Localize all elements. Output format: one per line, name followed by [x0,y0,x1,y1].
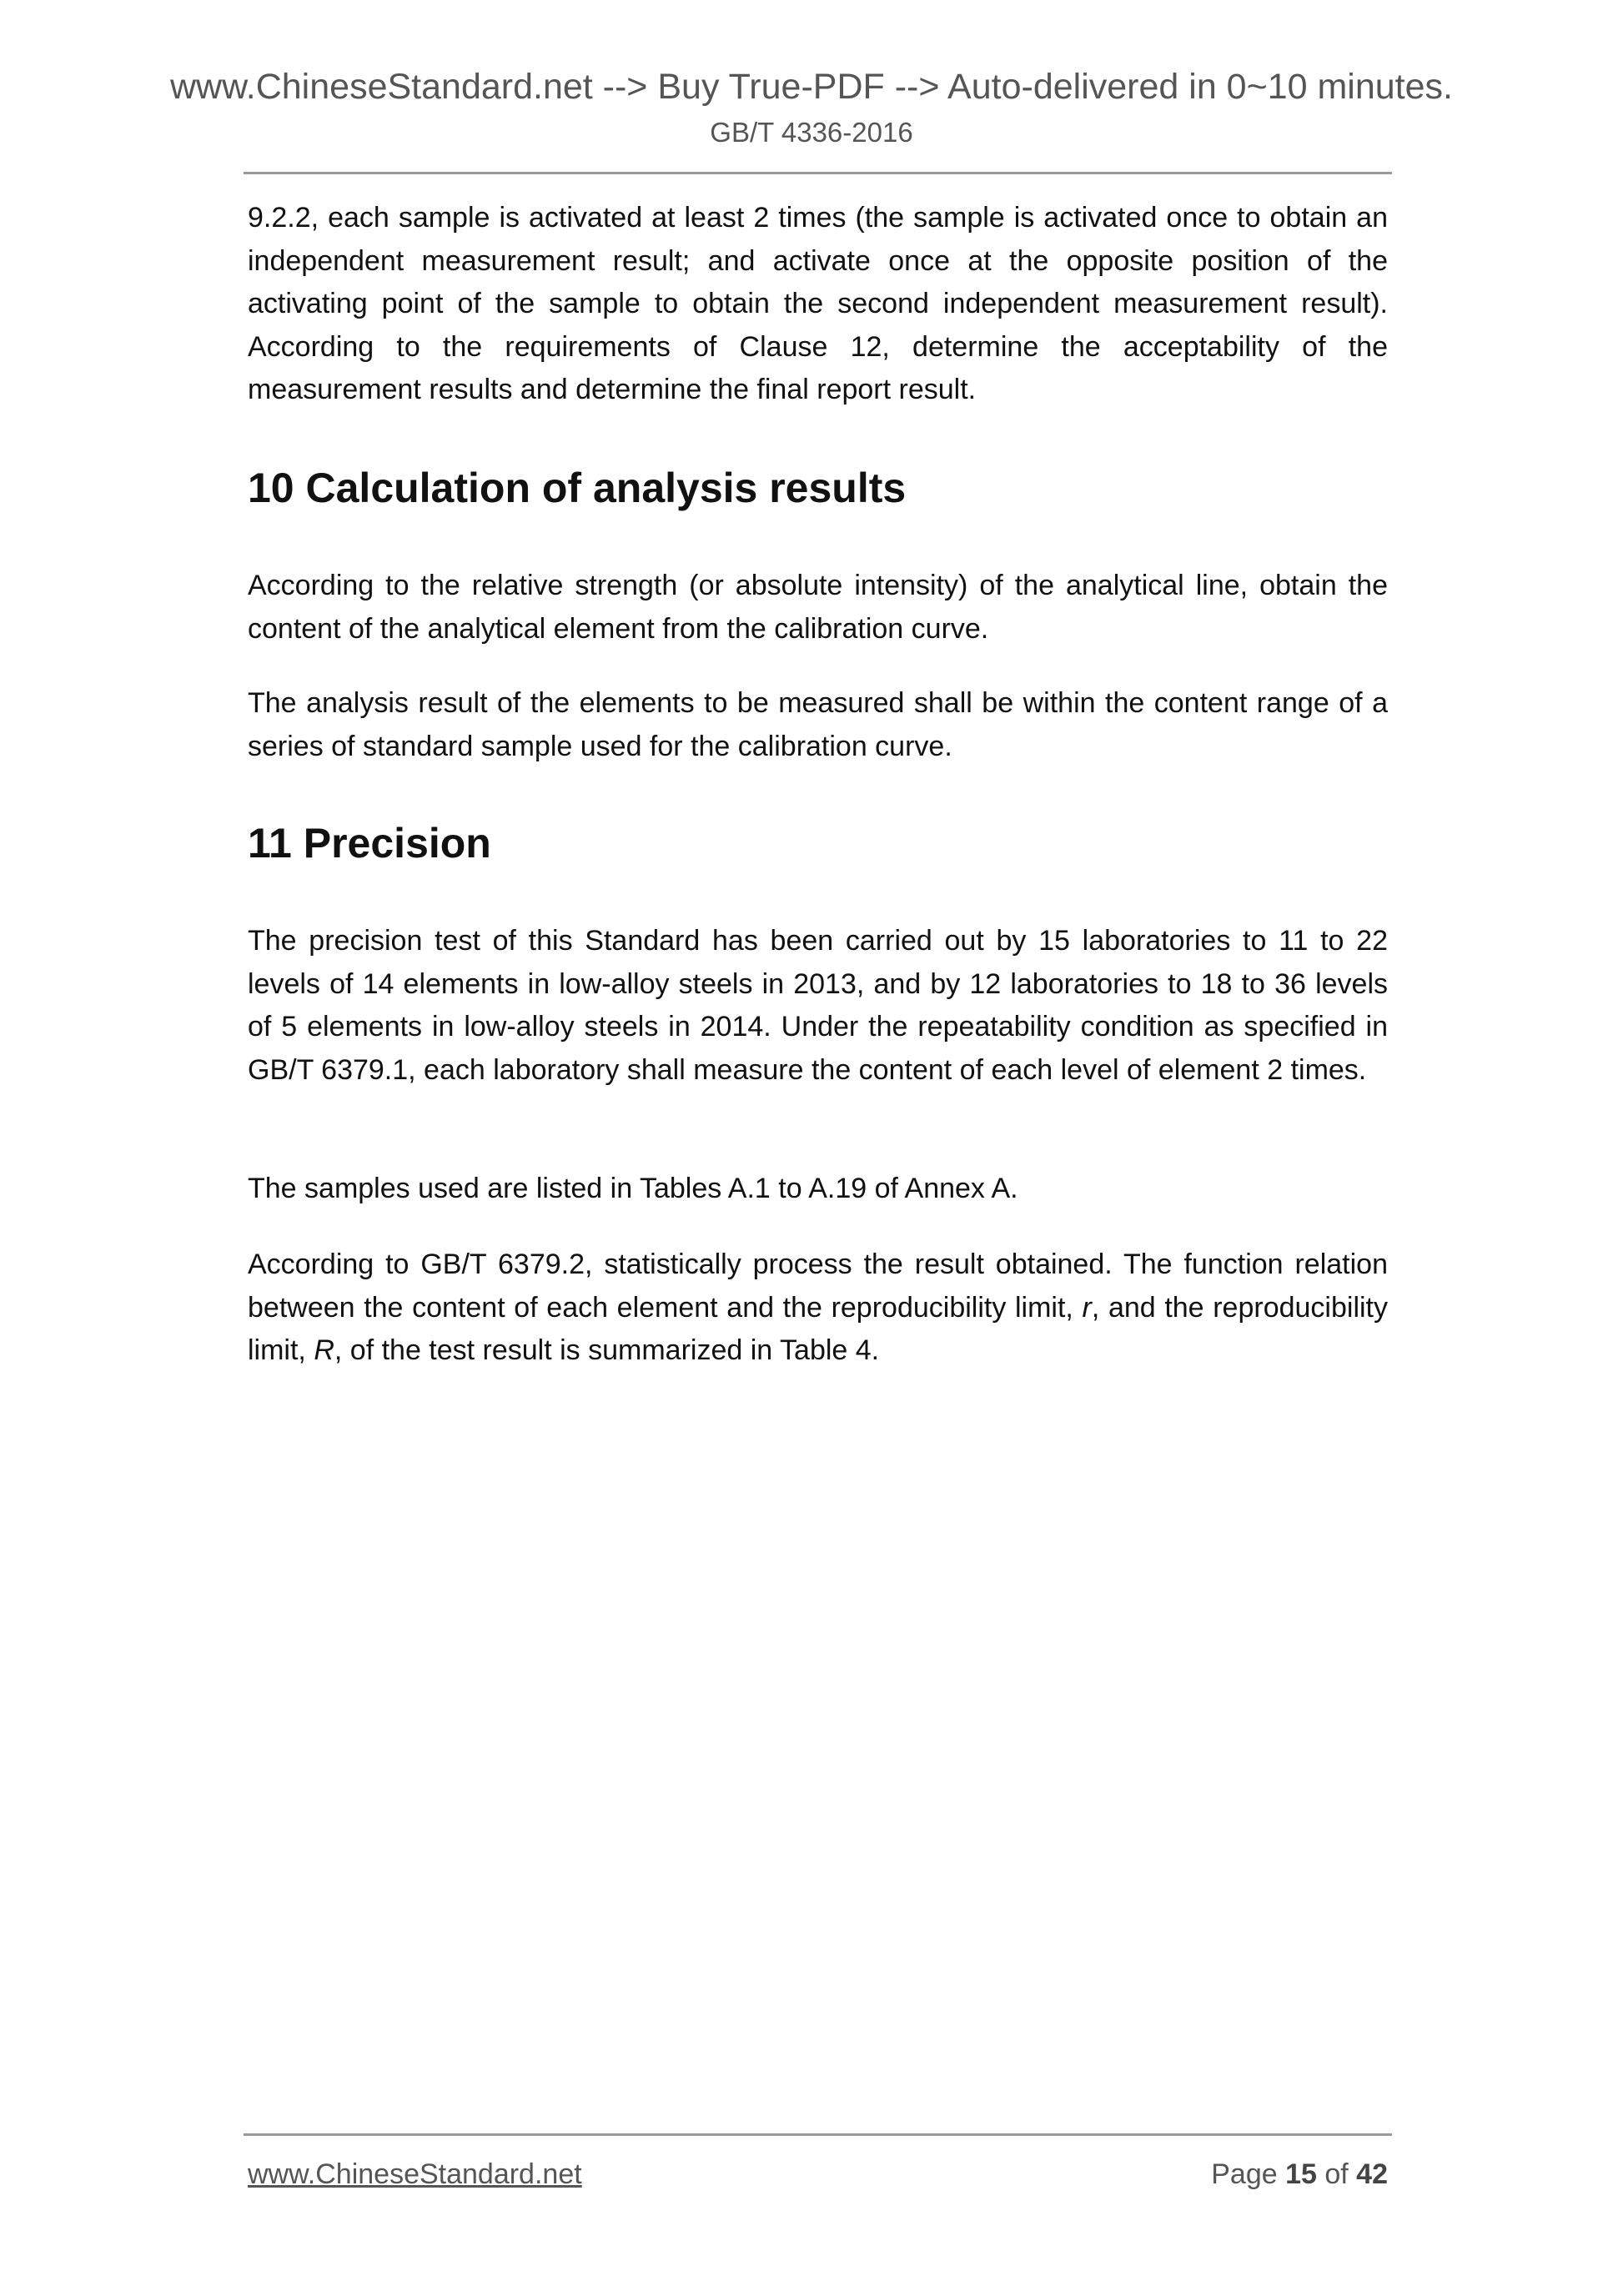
section-10-paragraph-2: The analysis result of the elements to be measured shall be within the content range of a series of standard sample used for the calibration curve. [248,687,1388,762]
page-label: Page [1211,2158,1286,2190]
page-number [1211,2158,1388,2191]
document-id: GB/T 4336-2016 [710,117,913,148]
section-11-paragraph-1: The precision test of this Standard has been carried out by 15 laboratories to 11 to 22 levels of 14 elements in low-alloy steels in 2013, and by 12 laboratories to 18 to 36 levels of 5 elements in low-alloy steels in 2014. Under the repeatability condition as specified in GB/T 6379.1, each laboratory shall measure the content of each level of element 2 times. [248,925,1388,1086]
header-divider [244,172,1392,174]
header-banner: www.ChineseStandard.net --> Buy True-PDF --> Auto-delivered in 0~10 minutes. [169,67,1453,107]
section-10-paragraph-1: According to the relative strength (or absolute intensity) of the analytical line, obtain the content of the analytical element from the calibration curve. [248,570,1388,645]
paragraph-continued: 9.2.2, each sample is activated at least 2 times (the sample is activated once to obtain an independent measurement result; and activate once at the opposite position of the activating point of the sample to obtain the second independent measurement result). According to the requirements of Clause 12, determine the acceptability of the measurement results and determine the final report result. [248,202,1388,405]
symbol-r: r [1082,1291,1092,1324]
text: , and the reproducibility limit, [248,1291,1388,1366]
text: , of the test result is summarized in Table 4. [334,1334,880,1366]
symbol-R: R [314,1334,334,1366]
section-10-heading: 10 Calculation of analysis results [248,465,907,511]
page-of: of [1316,2158,1357,2190]
section-11-heading: 11 Precision [248,820,491,867]
section-11-paragraph-2: The samples used are listed in Tables A.1 to A.19 of Annex A. [248,1173,1018,1204]
footer-divider [244,2133,1392,2136]
section-11-paragraph-3 [248,1243,1388,1373]
text: According to GB/T 6379.2, statistically process the result obtained. The function relation between the content of each element and the reproducibility limit, [248,1248,1388,1324]
footer-site-link[interactable]: www.ChineseStandard.net [248,2158,582,2190]
footer-site [248,2158,582,2191]
page-total: 42 [1356,2158,1388,2190]
page-current: 15 [1285,2158,1317,2190]
